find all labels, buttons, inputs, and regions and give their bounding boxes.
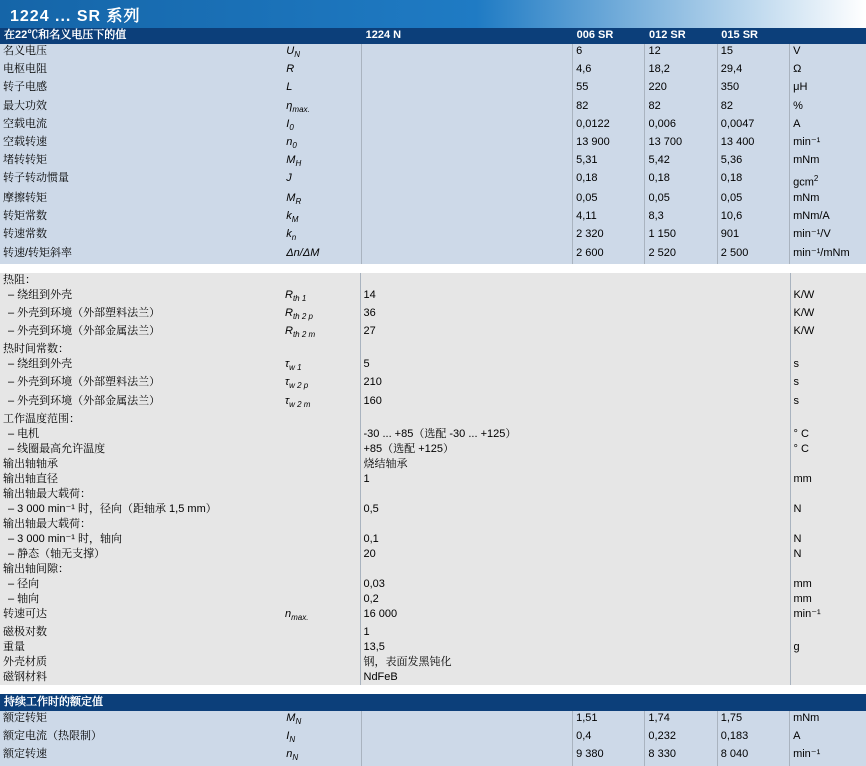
spec-symbol bbox=[282, 517, 360, 532]
spec-row bbox=[0, 394, 866, 412]
table-row bbox=[0, 44, 866, 62]
spec-row bbox=[0, 655, 866, 670]
row-spacer bbox=[0, 685, 866, 694]
row-value-1: 0,18 bbox=[573, 171, 645, 191]
spec-unit: N bbox=[790, 532, 866, 547]
spec-value: 钢，表面发黑钝化 bbox=[360, 655, 790, 670]
spec-value bbox=[360, 562, 790, 577]
spec-unit bbox=[790, 273, 866, 288]
spec-value: 210 bbox=[360, 375, 790, 393]
spec-unit bbox=[790, 457, 866, 472]
row-label: 转速常数 bbox=[0, 227, 283, 245]
row-model-value bbox=[362, 117, 573, 135]
row-label: 转子转动惯量 bbox=[0, 171, 283, 191]
table-row bbox=[0, 80, 866, 98]
spec-row bbox=[0, 427, 866, 442]
row-model-value bbox=[362, 191, 573, 209]
row-symbol: $n_0$ bbox=[283, 135, 361, 153]
spec-row bbox=[0, 607, 866, 625]
row-model-value bbox=[362, 44, 573, 62]
spec-unit bbox=[790, 517, 866, 532]
spec-value bbox=[360, 517, 790, 532]
spec-symbol bbox=[282, 562, 360, 577]
row-value-3: 0,183 bbox=[717, 729, 789, 747]
row-symbol: $n_N$ bbox=[283, 747, 361, 765]
row-value-3: 0,0047 bbox=[717, 117, 789, 135]
spec-label: – 外壳到环境（外部金属法兰） bbox=[0, 324, 282, 342]
row-label: 名义电压 bbox=[0, 44, 283, 62]
spec-row bbox=[0, 487, 866, 502]
row-model-value bbox=[362, 729, 573, 747]
row-value-2: 0,232 bbox=[645, 729, 717, 747]
row-unit: Ω bbox=[790, 62, 866, 80]
row-model-value bbox=[362, 246, 573, 264]
spec-value: 0,5 bbox=[360, 502, 790, 517]
spec-label: 工作温度范围： bbox=[0, 412, 282, 427]
spec-symbol: $\tau_{w 2 m}$ bbox=[282, 394, 360, 412]
row-unit: A bbox=[790, 729, 866, 747]
table-row bbox=[0, 117, 866, 135]
spec-row bbox=[0, 625, 866, 640]
spec-value bbox=[360, 273, 790, 288]
table-header-row bbox=[0, 28, 866, 44]
spec-row bbox=[0, 592, 866, 607]
row-symbol: $U_N$ bbox=[283, 44, 361, 62]
spec-row bbox=[0, 502, 866, 517]
row-value-1: 6 bbox=[573, 44, 645, 62]
row-value-1: 55 bbox=[573, 80, 645, 98]
row-model-value bbox=[362, 747, 573, 765]
page-title: 1224 ... SR 系列 bbox=[10, 7, 141, 25]
row-value-1: 2 320 bbox=[573, 227, 645, 245]
spec-label: 热时间常数： bbox=[0, 342, 282, 357]
spec-unit bbox=[790, 342, 866, 357]
header-model: 1224 N bbox=[362, 28, 573, 44]
spec-label: 输出轴最大载荷： bbox=[0, 517, 282, 532]
spec-symbol: $\tau_{w 2 p}$ bbox=[282, 375, 360, 393]
series-title-bar bbox=[0, 0, 866, 28]
spec-value: 14 bbox=[360, 288, 790, 306]
spec-unit: ° C bbox=[790, 442, 866, 457]
spec-symbol bbox=[282, 273, 360, 288]
general-spec-table bbox=[0, 273, 866, 694]
spec-value: 5 bbox=[360, 357, 790, 375]
spec-row bbox=[0, 547, 866, 562]
spec-symbol bbox=[282, 412, 360, 427]
row-unit: gcm$^2$ bbox=[790, 171, 866, 191]
header-unit-col bbox=[790, 28, 866, 44]
table-row bbox=[0, 711, 866, 729]
spec-value bbox=[360, 487, 790, 502]
row-label: 转矩常数 bbox=[0, 209, 283, 227]
spec-value bbox=[360, 342, 790, 357]
spec-value: 1 bbox=[360, 625, 790, 640]
row-symbol: $M_R$ bbox=[283, 191, 361, 209]
row-label: 额定转矩 bbox=[0, 711, 283, 729]
spec-label: – 外壳到环境（外部塑料法兰） bbox=[0, 306, 282, 324]
row-value-3: 901 bbox=[717, 227, 789, 245]
table-row bbox=[0, 153, 866, 171]
spec-label: 输出轴直径 bbox=[0, 472, 282, 487]
spec-symbol bbox=[282, 442, 360, 457]
row-value-1: 0,05 bbox=[573, 191, 645, 209]
spec-label: – 线圈最高允许温度 bbox=[0, 442, 282, 457]
spec-unit: N bbox=[790, 502, 866, 517]
row-spacer bbox=[0, 264, 866, 273]
spec-value: 13,5 bbox=[360, 640, 790, 655]
spec-symbol bbox=[282, 342, 360, 357]
spec-symbol bbox=[282, 577, 360, 592]
spec-label: 输出轴最大载荷： bbox=[0, 487, 282, 502]
header-variant-2: 012 SR bbox=[645, 28, 717, 44]
row-value-1: 0,0122 bbox=[573, 117, 645, 135]
spec-row bbox=[0, 562, 866, 577]
spec-label: 输出轴轴承 bbox=[0, 457, 282, 472]
spec-value: -30 ... +85（选配 -30 ... +125） bbox=[360, 427, 790, 442]
spec-value: 0,2 bbox=[360, 592, 790, 607]
row-symbol: $\eta_{max.}$ bbox=[283, 99, 361, 117]
row-value-3: 1,75 bbox=[717, 711, 789, 729]
table-row bbox=[0, 747, 866, 765]
spec-label: – 绕组到外壳 bbox=[0, 288, 282, 306]
row-value-3: 15 bbox=[717, 44, 789, 62]
row-symbol: L bbox=[283, 80, 361, 98]
row-value-2: 0,05 bbox=[645, 191, 717, 209]
spec-row bbox=[0, 273, 866, 288]
spec-unit: N bbox=[790, 547, 866, 562]
spec-symbol bbox=[282, 625, 360, 640]
row-label: 堵转转矩 bbox=[0, 153, 283, 171]
row-value-2: 13 700 bbox=[645, 135, 717, 153]
spec-unit bbox=[790, 625, 866, 640]
table-body bbox=[0, 28, 866, 273]
spec-value: 160 bbox=[360, 394, 790, 412]
header-condition: 在22℃和名义电压下的值 bbox=[0, 28, 283, 44]
table-row bbox=[0, 209, 866, 227]
row-unit: mNm bbox=[790, 191, 866, 209]
row-value-3: 82 bbox=[717, 99, 789, 117]
spec-unit bbox=[790, 655, 866, 670]
spec-label: 磁钢材料 bbox=[0, 670, 282, 685]
row-label: 额定转速 bbox=[0, 747, 283, 765]
spec-label: 磁极对数 bbox=[0, 625, 282, 640]
spec-value bbox=[360, 412, 790, 427]
spec-symbol bbox=[282, 592, 360, 607]
spec-value: 烧结轴承 bbox=[360, 457, 790, 472]
spec-symbol: $R_{th 2 p}$ bbox=[282, 306, 360, 324]
row-unit: min⁻¹/V bbox=[790, 227, 866, 245]
row-label: 额定电流（热限制） bbox=[0, 729, 283, 747]
row-value-3: 8 040 bbox=[717, 747, 789, 765]
row-symbol: $k_n$ bbox=[283, 227, 361, 245]
spec-value: +85（选配 +125） bbox=[360, 442, 790, 457]
spec-row bbox=[0, 342, 866, 357]
spec-unit: s bbox=[790, 375, 866, 393]
rated-values-table bbox=[0, 694, 866, 766]
spec-label: – 3 000 min⁻¹ 时，径向（距轴承 1,5 mm） bbox=[0, 502, 282, 517]
row-value-2: 12 bbox=[645, 44, 717, 62]
row-value-2: 8,3 bbox=[645, 209, 717, 227]
spec-value: 0,1 bbox=[360, 532, 790, 547]
row-value-1: 4,6 bbox=[573, 62, 645, 80]
spec-row bbox=[0, 412, 866, 427]
row-unit: mNm bbox=[790, 711, 866, 729]
row-unit: A bbox=[790, 117, 866, 135]
spec-row bbox=[0, 442, 866, 457]
row-model-value bbox=[362, 227, 573, 245]
row-label: 空载电流 bbox=[0, 117, 283, 135]
row-symbol: $M_H$ bbox=[283, 153, 361, 171]
row-symbol: $M_N$ bbox=[283, 711, 361, 729]
row-value-3: 13 400 bbox=[717, 135, 789, 153]
row-value-1: 13 900 bbox=[573, 135, 645, 153]
row-unit: min⁻¹ bbox=[790, 747, 866, 765]
spec-label: – 电机 bbox=[0, 427, 282, 442]
header-symbol-col bbox=[283, 28, 361, 44]
spec-label: – 轴向 bbox=[0, 592, 282, 607]
row-value-3: 5,36 bbox=[717, 153, 789, 171]
spec-symbol: $n_{max.}$ bbox=[282, 607, 360, 625]
specification-table bbox=[0, 28, 866, 273]
spec-value: 36 bbox=[360, 306, 790, 324]
spec-symbol bbox=[282, 640, 360, 655]
row-label: 电枢电阻 bbox=[0, 62, 283, 80]
table-row bbox=[0, 191, 866, 209]
spec-unit bbox=[790, 562, 866, 577]
table-row bbox=[0, 135, 866, 153]
row-value-3: 350 bbox=[717, 80, 789, 98]
spec-symbol bbox=[282, 502, 360, 517]
rated-header-label: 持续工作时的额定值 bbox=[0, 694, 866, 711]
row-unit: V bbox=[790, 44, 866, 62]
row-unit: min⁻¹ bbox=[790, 135, 866, 153]
spec-label: 转速可达 bbox=[0, 607, 282, 625]
table-row bbox=[0, 99, 866, 117]
spec-row bbox=[0, 670, 866, 685]
spec-unit: mm bbox=[790, 472, 866, 487]
row-value-2: 0,18 bbox=[645, 171, 717, 191]
spec-row bbox=[0, 640, 866, 655]
row-value-1: 9 380 bbox=[573, 747, 645, 765]
spec-row bbox=[0, 324, 866, 342]
header-variant-1: 006 SR bbox=[573, 28, 645, 44]
spec-value: 27 bbox=[360, 324, 790, 342]
row-value-3: 2 500 bbox=[717, 246, 789, 264]
spec-unit: mm bbox=[790, 592, 866, 607]
spec-label: – 绕组到外壳 bbox=[0, 357, 282, 375]
row-model-value bbox=[362, 153, 573, 171]
spec-label: – 静态（轴无支撑） bbox=[0, 547, 282, 562]
spec-unit: s bbox=[790, 357, 866, 375]
row-symbol: $I_0$ bbox=[283, 117, 361, 135]
spec-value: 20 bbox=[360, 547, 790, 562]
spec-unit bbox=[790, 487, 866, 502]
spec-symbol bbox=[282, 655, 360, 670]
row-unit: min⁻¹/mNm bbox=[790, 246, 866, 264]
table-row bbox=[0, 227, 866, 245]
row-value-2: 2 520 bbox=[645, 246, 717, 264]
spec-label: 热阻： bbox=[0, 273, 282, 288]
row-model-value bbox=[362, 80, 573, 98]
spec-label: – 外壳到环境（外部塑料法兰） bbox=[0, 375, 282, 393]
spec-value: NdFeB bbox=[360, 670, 790, 685]
spec-unit: mm bbox=[790, 577, 866, 592]
row-model-value bbox=[362, 711, 573, 729]
row-value-1: 5,31 bbox=[573, 153, 645, 171]
spec-row bbox=[0, 577, 866, 592]
spec-unit: K/W bbox=[790, 324, 866, 342]
table-row bbox=[0, 171, 866, 191]
spec-symbol bbox=[282, 472, 360, 487]
row-model-value bbox=[362, 171, 573, 191]
spec-symbol bbox=[282, 547, 360, 562]
row-model-value bbox=[362, 135, 573, 153]
row-label: 转速/转矩斜率 bbox=[0, 246, 283, 264]
spec-row bbox=[0, 375, 866, 393]
spec-row bbox=[0, 532, 866, 547]
spec-row bbox=[0, 457, 866, 472]
spec-label: – 径向 bbox=[0, 577, 282, 592]
row-value-2: 18,2 bbox=[645, 62, 717, 80]
spec-label: 外壳材质 bbox=[0, 655, 282, 670]
row-unit: mNm/A bbox=[790, 209, 866, 227]
rated-header-row bbox=[0, 694, 866, 711]
spec-label: – 3 000 min⁻¹ 时，轴向 bbox=[0, 532, 282, 547]
row-label: 摩擦转矩 bbox=[0, 191, 283, 209]
row-value-1: 82 bbox=[573, 99, 645, 117]
row-value-3: 10,6 bbox=[717, 209, 789, 227]
row-label: 最大功效 bbox=[0, 99, 283, 117]
spec-unit bbox=[790, 412, 866, 427]
spec-symbol bbox=[282, 487, 360, 502]
row-unit: μH bbox=[790, 80, 866, 98]
row-value-1: 0,4 bbox=[573, 729, 645, 747]
spec-label: 重量 bbox=[0, 640, 282, 655]
row-value-2: 82 bbox=[645, 99, 717, 117]
row-label: 空载转速 bbox=[0, 135, 283, 153]
spec-unit: K/W bbox=[790, 288, 866, 306]
spec-symbol bbox=[282, 427, 360, 442]
row-unit: mNm bbox=[790, 153, 866, 171]
spec-unit: ° C bbox=[790, 427, 866, 442]
table-row bbox=[0, 729, 866, 747]
spec-symbol bbox=[282, 532, 360, 547]
spec-row bbox=[0, 357, 866, 375]
row-value-2: 1,74 bbox=[645, 711, 717, 729]
row-value-2: 220 bbox=[645, 80, 717, 98]
row-model-value bbox=[362, 99, 573, 117]
header-variant-3: 015 SR bbox=[717, 28, 789, 44]
spec-symbol: $R_{th 2 m}$ bbox=[282, 324, 360, 342]
row-label: 转子电感 bbox=[0, 80, 283, 98]
spec-row bbox=[0, 517, 866, 532]
spec-symbol bbox=[282, 670, 360, 685]
spec-label: 输出轴间隙： bbox=[0, 562, 282, 577]
spec-symbol: $\tau_{w 1}$ bbox=[282, 357, 360, 375]
spec-value: 1 bbox=[360, 472, 790, 487]
spec-unit: g bbox=[790, 640, 866, 655]
table-row bbox=[0, 62, 866, 80]
spec-symbol: $R_{th 1}$ bbox=[282, 288, 360, 306]
row-value-1: 1,51 bbox=[573, 711, 645, 729]
row-value-1: 4,11 bbox=[573, 209, 645, 227]
spec-value: 0,03 bbox=[360, 577, 790, 592]
row-model-value bbox=[362, 209, 573, 227]
spec-unit: min⁻¹ bbox=[790, 607, 866, 625]
row-symbol: R bbox=[283, 62, 361, 80]
spec-value: 16 000 bbox=[360, 607, 790, 625]
row-model-value bbox=[362, 62, 573, 80]
row-symbol: J bbox=[283, 171, 361, 191]
row-symbol: $I_N$ bbox=[283, 729, 361, 747]
row-value-2: 5,42 bbox=[645, 153, 717, 171]
row-symbol: $k_M$ bbox=[283, 209, 361, 227]
spec-unit bbox=[790, 670, 866, 685]
spec-row bbox=[0, 472, 866, 487]
row-value-1: 2 600 bbox=[573, 246, 645, 264]
table-row bbox=[0, 246, 866, 264]
row-value-3: 29,4 bbox=[717, 62, 789, 80]
row-value-2: 0,006 bbox=[645, 117, 717, 135]
row-value-2: 8 330 bbox=[645, 747, 717, 765]
row-unit: % bbox=[790, 99, 866, 117]
spec-row bbox=[0, 306, 866, 324]
spec-label: – 外壳到环境（外部金属法兰） bbox=[0, 394, 282, 412]
spec-unit: K/W bbox=[790, 306, 866, 324]
spec-row bbox=[0, 288, 866, 306]
spec-symbol bbox=[282, 457, 360, 472]
spec-unit: s bbox=[790, 394, 866, 412]
row-symbol: Δn/ΔM bbox=[283, 246, 361, 264]
row-value-2: 1 150 bbox=[645, 227, 717, 245]
row-value-3: 0,05 bbox=[717, 191, 789, 209]
row-value-3: 0,18 bbox=[717, 171, 789, 191]
